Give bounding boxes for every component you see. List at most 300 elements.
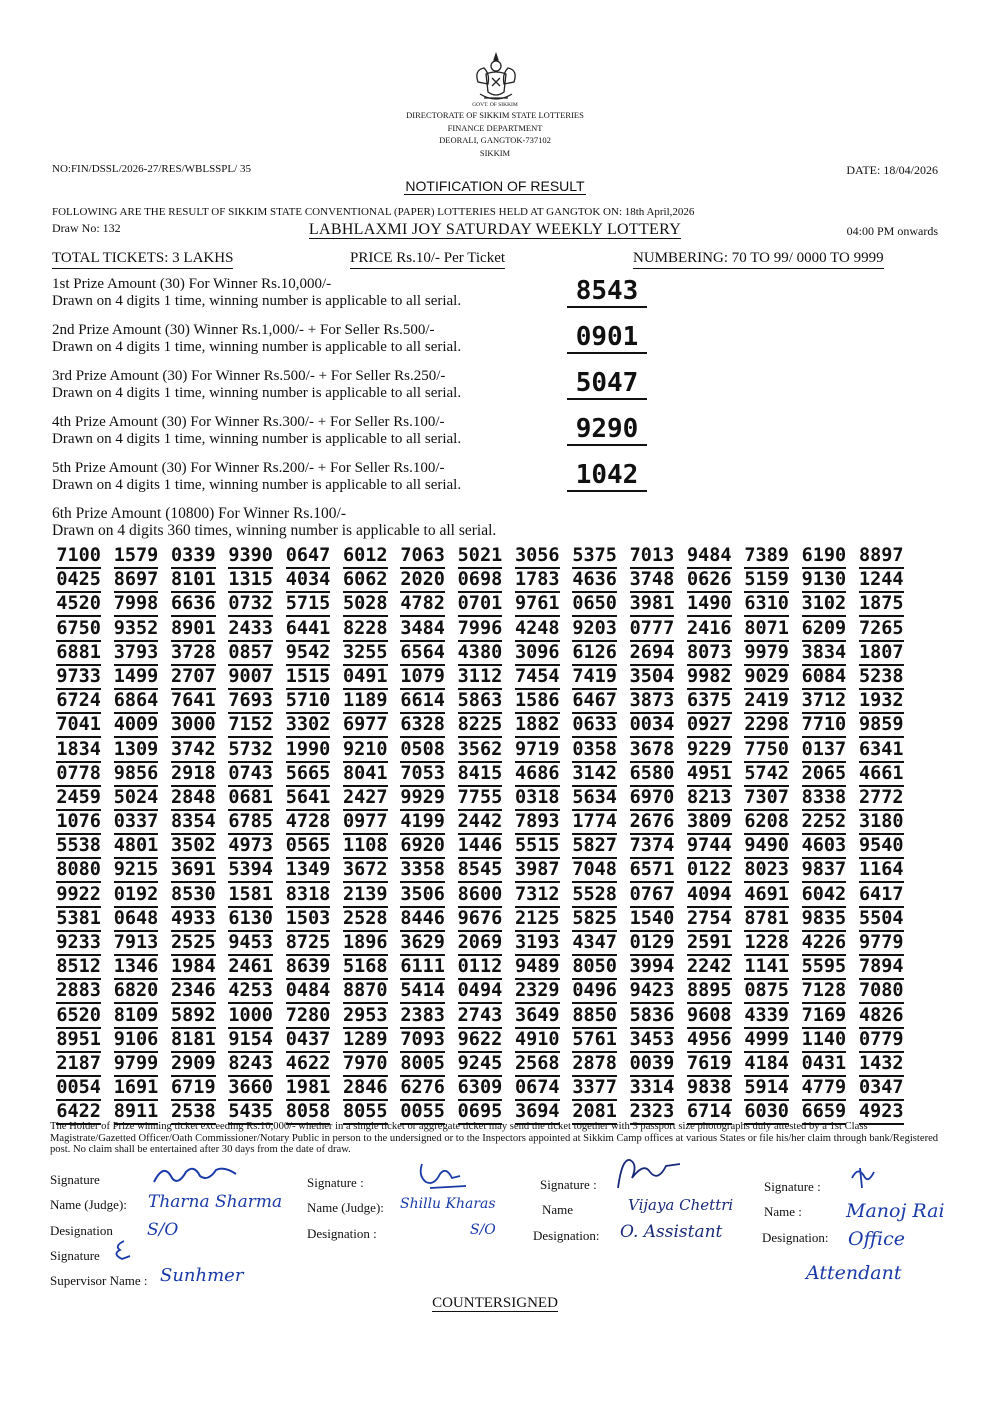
prize-6-number-text: 2323 — [630, 1101, 675, 1125]
prize-6-number — [337, 980, 394, 1004]
prize-6-number-text: 1108 — [343, 835, 388, 859]
prize-6-number — [165, 545, 222, 569]
prize-6-number — [566, 714, 623, 738]
prize-6-number-text: 0626 — [687, 569, 732, 593]
prize-6-number — [165, 956, 222, 980]
countersigned-label: COUNTERSIGNED — [432, 1295, 558, 1311]
prize-6-number-text: 0437 — [286, 1029, 331, 1053]
prize-6-number — [853, 956, 910, 980]
prize-6-number-text: 2909 — [171, 1053, 216, 1077]
draw-time: 04:00 PM onwards — [846, 224, 938, 238]
prize-6-number — [394, 980, 451, 1004]
prize-6-number — [222, 545, 279, 569]
judge1-designation-handwritten: S/O — [147, 1220, 179, 1240]
prize-6-number-text: 8600 — [458, 884, 503, 908]
prize-6-number-text: 9835 — [802, 908, 847, 932]
prize-6-number — [222, 980, 279, 1004]
prize-6-number-text: 8781 — [744, 908, 789, 932]
prize-6-number-text: 5595 — [802, 956, 847, 980]
prize-6-number-text: 5827 — [572, 835, 617, 859]
prize-6-number — [738, 690, 795, 714]
prize-6-number — [566, 932, 623, 956]
prize-6-number-text: 8415 — [458, 763, 503, 787]
prize-6-number-text: 9352 — [114, 618, 159, 642]
prize-6-number — [623, 739, 680, 763]
prize-6-number — [337, 835, 394, 859]
prize-6-number — [738, 980, 795, 1004]
prize-6-number — [50, 714, 107, 738]
prize-6-number — [107, 714, 164, 738]
officer-name-handwritten: Manoj Rai — [846, 1200, 945, 1222]
prize-6-number-text: 3994 — [630, 956, 675, 980]
prize-6-number-text: 9761 — [515, 593, 560, 617]
prize-6-number-text: 6209 — [802, 618, 847, 642]
prize-6-number — [681, 1029, 738, 1053]
prize-6-number — [795, 884, 852, 908]
prize-6-number — [795, 618, 852, 642]
prize-6-number-text: 6062 — [343, 569, 388, 593]
prize-6-number-text: 3649 — [515, 1005, 560, 1029]
prize-6-number — [681, 569, 738, 593]
prize-6-number — [738, 787, 795, 811]
prize-6-number — [566, 884, 623, 908]
prize-6-number — [394, 859, 451, 883]
prize-6-number — [222, 1077, 279, 1101]
prize-6-number-text: 2081 — [572, 1101, 617, 1125]
prize-6-number — [623, 1077, 680, 1101]
prize-6-number — [394, 908, 451, 932]
prize-6-number-text: 9929 — [400, 787, 445, 811]
prize-6-number — [566, 787, 623, 811]
supervisor-signature-label: Signature — [50, 1248, 100, 1263]
prize-6-number-text: 4826 — [859, 1005, 904, 1029]
judge2-signature-label: Signature : — [307, 1175, 364, 1190]
prize-6-number — [165, 859, 222, 883]
directorate-line: DIRECTORATE OF SIKKIM STATE LOTTERIES — [406, 110, 584, 120]
prize-6-number-text: 7913 — [114, 932, 159, 956]
prize-6-number-text: 2427 — [343, 787, 388, 811]
prize-6-number-text: 9733 — [56, 666, 101, 690]
prize-6-number — [566, 545, 623, 569]
prize-6-number — [222, 956, 279, 980]
prize-6-number — [681, 618, 738, 642]
prize-6-number — [566, 593, 623, 617]
prize-6-number — [222, 908, 279, 932]
prize-6-number — [107, 1005, 164, 1029]
prize-6-number-text: 0698 — [458, 569, 503, 593]
prize-6-number — [279, 666, 336, 690]
prize-6-number-text: 4999 — [744, 1029, 789, 1053]
prize-6-number — [853, 593, 910, 617]
prize-6-number — [795, 690, 852, 714]
prize-6-number — [795, 714, 852, 738]
prize-6-number — [394, 1029, 451, 1053]
prize-6-number-text: 2442 — [458, 811, 503, 835]
prize-6-number — [107, 593, 164, 617]
prize-6-number-text: 1346 — [114, 956, 159, 980]
prize-6-number-text: 2298 — [744, 714, 789, 738]
prize-6-number-text: 5836 — [630, 1005, 675, 1029]
prize-6-number — [50, 859, 107, 883]
prize-6-number — [853, 690, 910, 714]
prize-6-number — [222, 569, 279, 593]
prize-6-number — [795, 593, 852, 617]
prize-6-number-text: 5538 — [56, 835, 101, 859]
prize-6-number — [451, 1029, 508, 1053]
prize-6-number-text: 4253 — [228, 980, 273, 1004]
prize-6-number-text: 8228 — [343, 618, 388, 642]
prize-6-number-text: 3502 — [171, 835, 216, 859]
prize-6-number — [222, 618, 279, 642]
prize-6-number — [795, 787, 852, 811]
prize-6-number — [566, 811, 623, 835]
prize-1-line1: 1st Prize Amount (30) For Winner Rs.10,000/- — [52, 276, 332, 292]
prize-6-number-text: 2743 — [458, 1005, 503, 1029]
prize-6-number — [165, 884, 222, 908]
prize-6-number-text: 6785 — [228, 811, 273, 835]
prize-6-number-text: 5159 — [744, 569, 789, 593]
prize-6-number-text: 0039 — [630, 1053, 675, 1077]
prize-6-number-text: 2528 — [343, 908, 388, 932]
prize-6-number — [337, 714, 394, 738]
prize-6-number-text: 4199 — [400, 811, 445, 835]
prize-6-number-text: 5914 — [744, 1077, 789, 1101]
prize-6-number — [222, 739, 279, 763]
prize-6-number — [50, 956, 107, 980]
prize-6-number — [451, 956, 508, 980]
prize-6-number-text: 1579 — [114, 545, 159, 569]
prize-6-number — [566, 739, 623, 763]
prize-6-number-text: 5024 — [114, 787, 159, 811]
prize-6-number — [681, 932, 738, 956]
prize-6-number-text: 1882 — [515, 714, 560, 738]
prize-6-number-text: 7710 — [802, 714, 847, 738]
prize-6-number — [681, 690, 738, 714]
prize-6-number-text: 3506 — [400, 884, 445, 908]
prize-6-number — [853, 1053, 910, 1077]
prize-6-number — [50, 593, 107, 617]
prize-6-number — [279, 884, 336, 908]
prize-6-number-text: 3691 — [171, 859, 216, 883]
prize-2-line2: Drawn on 4 digits 1 time, winning number is applicable to all serial. — [52, 339, 462, 355]
prize-6-number-text: 3255 — [343, 642, 388, 666]
prize-6-number-text: 0743 — [228, 763, 273, 787]
prize-6-number-text: 6920 — [400, 835, 445, 859]
prize-6-number-text: 0122 — [687, 859, 732, 883]
prize-6-number-text: 9859 — [859, 714, 904, 738]
prize-6-number — [566, 666, 623, 690]
prize-6-number-text: 3742 — [171, 739, 216, 763]
prize-6-number — [222, 859, 279, 883]
prize-6-number — [681, 714, 738, 738]
prize-6-number-text: 7998 — [114, 593, 159, 617]
prize-6-number — [107, 787, 164, 811]
prize-6-number-text: 0137 — [802, 739, 847, 763]
prize-6-number — [509, 859, 566, 883]
prize-6-number — [222, 593, 279, 617]
prize-6-number-text: 8911 — [114, 1101, 159, 1125]
prize-6-number-text: 3809 — [687, 811, 732, 835]
prize-6-number — [279, 739, 336, 763]
prize-6-number-text: 2918 — [171, 763, 216, 787]
prize-6-number — [279, 1077, 336, 1101]
prize-6-number — [107, 739, 164, 763]
prize-6-number-text: 1984 — [171, 956, 216, 980]
prize-6-number — [337, 1005, 394, 1029]
prize-6-number-text: 8101 — [171, 569, 216, 593]
prize-6-number-text: 4691 — [744, 884, 789, 908]
prize-6-number — [681, 545, 738, 569]
judge2-name-handwritten: Shillu Kharas — [400, 1196, 496, 1212]
prize-6-number — [50, 1053, 107, 1077]
prize-6-number — [738, 618, 795, 642]
prize-6-number-text: 4956 — [687, 1029, 732, 1053]
prize-6-number-text: 8870 — [343, 980, 388, 1004]
prize-6-number — [279, 859, 336, 883]
prize-6-number — [738, 1053, 795, 1077]
prize-6-number-text: 2953 — [343, 1005, 388, 1029]
prize-6-number — [853, 545, 910, 569]
prize-6-number-text: 0425 — [56, 569, 101, 593]
prize-6-number-text: 0337 — [114, 811, 159, 835]
prize-6-number-text: 9542 — [286, 642, 331, 666]
prize-6-number-text: 6564 — [400, 642, 445, 666]
prize-6-number — [451, 932, 508, 956]
prize-6-number — [451, 739, 508, 763]
prize-6-number — [623, 666, 680, 690]
prize-6-number — [738, 835, 795, 859]
prize-6-number-text: 4009 — [114, 714, 159, 738]
prize-6-number — [738, 545, 795, 569]
prize-6-number-text: 4933 — [171, 908, 216, 932]
prize-6-number — [853, 787, 910, 811]
prize-6-number-text: 9029 — [744, 666, 789, 690]
prize-6-number — [509, 642, 566, 666]
prize-6-number-text: 4094 — [687, 884, 732, 908]
prize-6-number — [279, 811, 336, 835]
prize-6-number-text: 4636 — [572, 569, 617, 593]
prize-6-number — [107, 932, 164, 956]
prize-6-number-text: 6422 — [56, 1101, 101, 1125]
total-tickets: TOTAL TICKETS: 3 LAKHS — [52, 249, 233, 269]
prize-6-number-text: 9390 — [228, 545, 273, 569]
prize-6-number-text: 3834 — [802, 642, 847, 666]
prize-6-number-text: 6970 — [630, 787, 675, 811]
prize-6-number — [795, 763, 852, 787]
prize-6-number-text: 2329 — [515, 980, 560, 1004]
prize-6-number — [107, 1029, 164, 1053]
prize-6-number — [165, 642, 222, 666]
prize-6-number — [681, 739, 738, 763]
prize-6-number — [394, 956, 451, 980]
prize-6-number-text: 3987 — [515, 859, 560, 883]
prize-6-number-text: 6328 — [400, 714, 445, 738]
prize-6-number — [853, 1077, 910, 1101]
ticket-price: PRICE Rs.10/- Per Ticket — [350, 249, 505, 269]
prize-6-number-text: 1079 — [400, 666, 445, 690]
prize-6-number — [107, 884, 164, 908]
prize-4-number: 9290 — [567, 414, 647, 446]
prize-6-number-text: 2065 — [802, 763, 847, 787]
prize-6-number-text: 0701 — [458, 593, 503, 617]
prize-6-number — [107, 811, 164, 835]
prize-6-number — [566, 980, 623, 1004]
prize-6-number — [509, 690, 566, 714]
prize-6-number-text: 8901 — [171, 618, 216, 642]
prize-6-number — [165, 739, 222, 763]
prize-6-number — [853, 642, 910, 666]
prize-6-number-text: 0491 — [343, 666, 388, 690]
prize-6-number-text: 6520 — [56, 1005, 101, 1029]
prize-6-number-text: 4661 — [859, 763, 904, 787]
prize-6-number-text: 9838 — [687, 1077, 732, 1101]
prize-6-number — [107, 642, 164, 666]
prize-6-number — [738, 956, 795, 980]
prize-6-number-text: 8530 — [171, 884, 216, 908]
prize-4 — [52, 414, 652, 460]
prize-6-number-text: 8895 — [687, 980, 732, 1004]
prize-6-number — [337, 787, 394, 811]
prize-6-number-text: 8109 — [114, 1005, 159, 1029]
prize-6-number — [107, 569, 164, 593]
prize-6-number-text: 8225 — [458, 714, 503, 738]
prize-6-number — [394, 884, 451, 908]
prize-4-line2: Drawn on 4 digits 1 time, winning number is applicable to all serial. — [52, 431, 462, 447]
prize-6-number — [623, 714, 680, 738]
prize-6-number — [337, 739, 394, 763]
prize-5-line2: Drawn on 4 digits 1 time, winning number is applicable to all serial. — [52, 477, 462, 493]
prize-6-number-text: 4686 — [515, 763, 560, 787]
prize-6-number — [50, 835, 107, 859]
prize-6-number — [50, 884, 107, 908]
prize-6-number — [738, 714, 795, 738]
prize-6-number-text: 5375 — [572, 545, 617, 569]
prize-6-number-text: 6276 — [400, 1077, 445, 1101]
prize-6-number-text: 3180 — [859, 811, 904, 835]
prize-6-number-text: 0129 — [630, 932, 675, 956]
prize-6-number-text: 4910 — [515, 1029, 560, 1053]
prize-6-number — [107, 859, 164, 883]
prize-6-number-text: 8213 — [687, 787, 732, 811]
prize-6-number-text: 3793 — [114, 642, 159, 666]
prize-6-number-text: 3504 — [630, 666, 675, 690]
prize-6-number-text: 2242 — [687, 956, 732, 980]
prize-6-number-text: 3484 — [400, 618, 445, 642]
prize-6-number-text: 3377 — [572, 1077, 617, 1101]
prize-6-number — [623, 859, 680, 883]
prize-6-number — [451, 787, 508, 811]
prize-6-number-text: 9622 — [458, 1029, 503, 1053]
prize-6-number — [795, 545, 852, 569]
prize-6-number — [337, 884, 394, 908]
prize-6-number-text: 2846 — [343, 1077, 388, 1101]
judge1-signature-label: Signature — [50, 1172, 100, 1187]
prize-6-number-text: 1691 — [114, 1077, 159, 1101]
prize-6-number — [451, 1005, 508, 1029]
prize-6-number-text: 0857 — [228, 642, 273, 666]
prize-6-number — [795, 932, 852, 956]
prize-6-number — [681, 642, 738, 666]
prize-6-number — [623, 811, 680, 835]
prize-6-number — [50, 569, 107, 593]
prize-6-number-text: 4347 — [572, 932, 617, 956]
prize-6-number-text: 4034 — [286, 569, 331, 593]
prize-6-number — [566, 956, 623, 980]
prize-6-number — [279, 1053, 336, 1077]
prize-6-number-text: 3056 — [515, 545, 560, 569]
prize-6-number-text: 1586 — [515, 690, 560, 714]
officer-signature-label: Signature : — [764, 1179, 821, 1194]
prize-6-number — [738, 642, 795, 666]
prize-6-number — [50, 932, 107, 956]
officer-designation-handwritten: Office — [848, 1228, 905, 1250]
prize-6-number — [738, 593, 795, 617]
prize-6-number-text: 9608 — [687, 1005, 732, 1029]
prize-6-number-text: 0681 — [228, 787, 273, 811]
prize-6-number — [165, 593, 222, 617]
prize-6-number — [566, 1077, 623, 1101]
prize-6-number — [795, 811, 852, 835]
prize-6-number — [394, 569, 451, 593]
prize-6-number-text: 7619 — [687, 1053, 732, 1077]
prize-6-number-text: 9744 — [687, 835, 732, 859]
prize-6-number — [738, 1077, 795, 1101]
prize-6-number-text: 2187 — [56, 1053, 101, 1077]
prize-6-number — [165, 1077, 222, 1101]
prize-3-line2: Drawn on 4 digits 1 time, winning number is applicable to all serial. — [52, 385, 462, 401]
prize-6-number — [623, 545, 680, 569]
prize-6-number — [337, 618, 394, 642]
prize-6-number-text: 3314 — [630, 1077, 675, 1101]
prize-6-number — [107, 835, 164, 859]
prize-6-number — [451, 690, 508, 714]
prize-6-number-text: 1875 — [859, 593, 904, 617]
prize-6-line2: Drawn on 4 digits 360 times, winning number is applicable to all serial. — [52, 522, 497, 539]
prize-6-number — [451, 1053, 508, 1077]
prize-6-number — [623, 618, 680, 642]
prize-6-number-text: 7970 — [343, 1053, 388, 1077]
prize-6-number-text: 9215 — [114, 859, 159, 883]
prize-6-number-text: 6030 — [744, 1101, 789, 1125]
prize-6-number — [451, 811, 508, 835]
prize-6-number-text: 2416 — [687, 618, 732, 642]
prize-6-number-text: 4603 — [802, 835, 847, 859]
prize-6-number — [279, 763, 336, 787]
prize-6-number-text: 8058 — [286, 1101, 331, 1125]
prize-6-number — [50, 763, 107, 787]
prize-6-number-text: 6084 — [802, 666, 847, 690]
prize-6-number — [337, 593, 394, 617]
prize-6-number — [394, 739, 451, 763]
prize-6-number-text: 0647 — [286, 545, 331, 569]
prize-6-number-text: 6977 — [343, 714, 388, 738]
prize-6-number-text: 5394 — [228, 859, 273, 883]
assistant-designation-label: Designation: — [533, 1228, 600, 1243]
prize-6-number — [509, 1077, 566, 1101]
prize-6-number — [509, 980, 566, 1004]
prize-6-number-text: 3873 — [630, 690, 675, 714]
judge2-designation-label: Designation : — [307, 1226, 377, 1241]
prize-6-number — [107, 980, 164, 1004]
assistant-signature-scribble — [610, 1152, 690, 1192]
prize-6-number — [222, 884, 279, 908]
prize-6-number — [107, 545, 164, 569]
prize-6-number-text: 7013 — [630, 545, 675, 569]
prize-6-number-text: 4520 — [56, 593, 101, 617]
prize-6-number-text: 7080 — [859, 980, 904, 1004]
prize-6-number-text: 0112 — [458, 956, 503, 980]
prize-6-number — [738, 859, 795, 883]
